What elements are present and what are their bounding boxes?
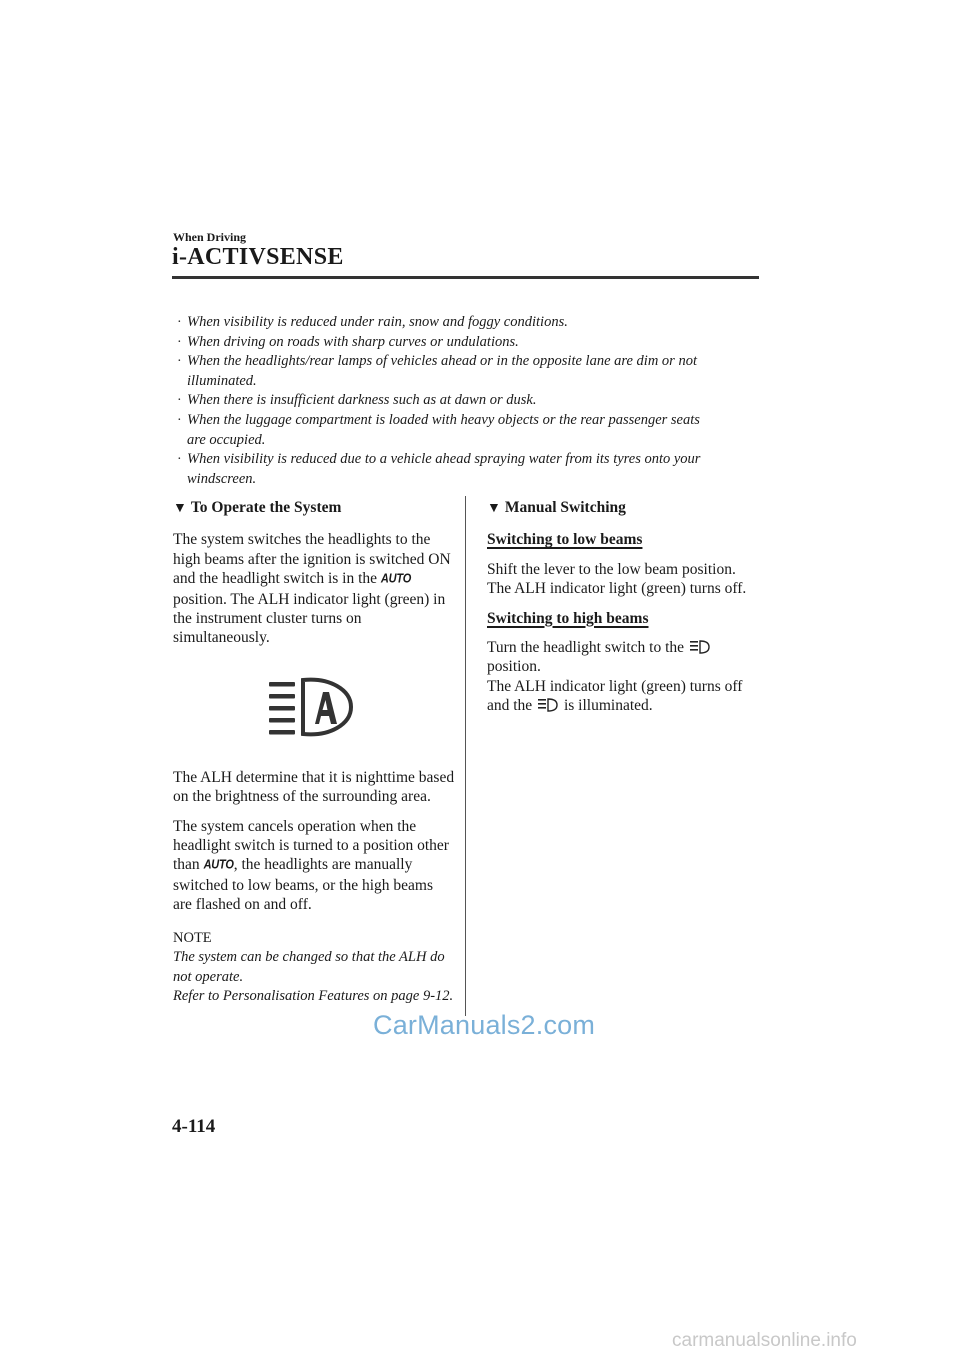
list-item: · When visibility is reduced under rain, snow and foggy conditions. xyxy=(177,314,568,330)
operate-section xyxy=(173,498,455,1006)
high-beam-icon xyxy=(690,640,710,654)
low-beam-heading: Switching to low beams xyxy=(487,531,643,549)
chapter-title: i-ACTIVSENSE xyxy=(172,244,344,270)
triangle-down-icon: ▼ xyxy=(487,501,501,516)
footer-site-link[interactable]: carmanualsonline.info xyxy=(672,1330,857,1351)
operate-paragraph-2: The ALH determine that it is nighttime based on the brightness of the surrounding area. xyxy=(173,768,455,806)
low-beam-text: Shift the lever to the low beam position. The ALH indicator light (green) turns off. xyxy=(487,560,747,598)
list-item: · When the headlights/rear lamps of vehicles ahead or in the opposite lane are dim or not illuminated. xyxy=(177,353,697,389)
manual-heading: ▼ Manual Switching xyxy=(487,499,626,516)
high-beam-text: Turn the headlight switch to the position. The ALH indicator light (green) turns off and the is illuminated. xyxy=(487,639,743,715)
note-title: NOTE xyxy=(173,929,212,946)
watermark-link[interactable]: CarManuals2.com xyxy=(373,1010,596,1040)
page-number: 4-114 xyxy=(172,1116,216,1137)
condition-list xyxy=(176,313,756,489)
triangle-down-icon: ▼ xyxy=(173,501,187,516)
auto-icon: AUTO xyxy=(203,858,234,873)
high-beam-heading: Switching to high beams xyxy=(487,609,649,627)
list-item: · When driving on roads with sharp curves or undulations. xyxy=(177,333,519,350)
note-body: The system can be changed so that the ALH do not operate. Refer to Personalisation Features on page 9-12. xyxy=(173,948,455,1006)
column-divider xyxy=(465,496,466,1016)
auto-icon: AUTO xyxy=(380,572,412,587)
operate-heading: ▼ To Operate the System xyxy=(173,499,342,516)
operate-paragraph-3: The system cancels operation when the headlight switch is turned to a position other than AUTO, the headlights are manually switched to low beams, or the high beams are flashed on and off. xyxy=(173,817,449,914)
manual-section xyxy=(487,498,777,726)
list-item: · When the luggage compartment is loaded with heavy objects or the rear passenger seats are occupied. xyxy=(177,411,700,448)
header-rule xyxy=(172,276,759,279)
personalisation-reference: Refer to Personalisation Features on page 9-12. xyxy=(173,987,454,1004)
alh-indicator-icon xyxy=(265,674,355,738)
section-label: When Driving xyxy=(173,230,247,244)
list-item: · When visibility is reduced due to a vehicle ahead spraying water from its tyres onto your windscreen. xyxy=(177,451,701,487)
high-beam-icon xyxy=(538,698,558,712)
operate-paragraph-1: The system switches the headlights to the high beams after the ignition is switched ON and the headlight switch is in the AUTO position. The ALH indicator light (green) in the instrument cluster turns on simultaneously. xyxy=(173,531,451,647)
list-item: · When there is insufficient darkness such as at dawn or dusk. xyxy=(177,392,537,409)
